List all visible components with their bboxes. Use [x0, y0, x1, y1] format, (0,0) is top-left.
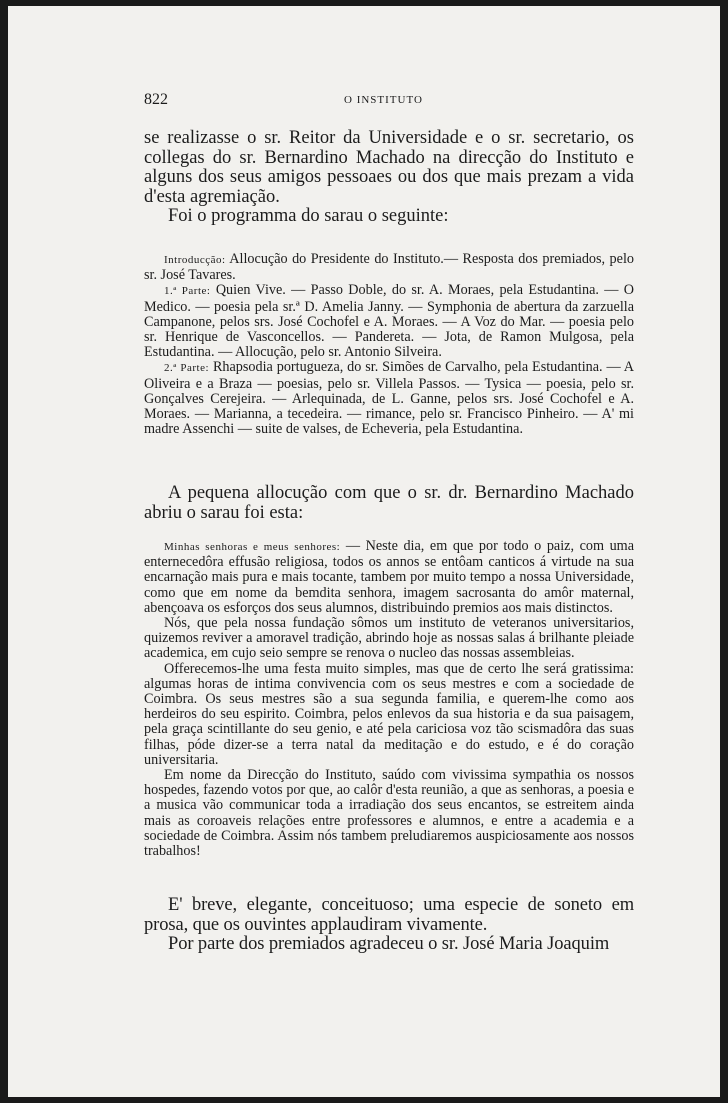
programme-list: [144, 252, 634, 437]
speech-intro-block: [144, 484, 634, 523]
programme-heading: Foi o programma do sarau o seguinte:: [168, 206, 449, 227]
closing-block: [144, 896, 634, 955]
programme-intro: [144, 252, 634, 283]
intro-paragraph: se realizasse o sr. Reitor da Universidade e o sr. secretario, os collegas do sr. Bernardino Machado na direcção do Instituto e alguns dos seus amigos pessoaes ou dos que mais prezam a vida d'esta agremiação.: [144, 128, 634, 207]
programme-part-2: [144, 360, 634, 437]
closing-paragraph-1: E' breve, elegante, conceituoso; uma especie de soneto em prosa, que os ouvintes applaudiram vivamente.: [144, 895, 634, 935]
part-2-text: Rhapsodia portugueza, do sr. Simões de Carvalho, pela Estudantina. — A Oliveira e a Braza — poesias, pelo sr. Villela Passos. — Tysica — poesia, pelo sr. Gonçalves Cerejeira. — Arlequinada, de L. Ganne, pelos srs. José Cochofel e A. Moraes. — Marianna, a tecedeira. — rimance, pelo sr. Francisco Pinheiro. — A' mi madre Assenchi — suite de valses, de Echeveria, pela Estudantina.: [144, 359, 634, 438]
programme-part-1: [144, 283, 634, 360]
speech-paragraph-1: [144, 539, 634, 616]
page: [8, 6, 720, 1097]
running-title: O INSTITUTO: [344, 94, 423, 106]
speech-salutation: Minhas senhoras e meus senhores:: [164, 541, 341, 553]
part-2-label: 2.ª Parte:: [164, 362, 210, 375]
part-1-text: Quien Vive. — Passo Doble, do sr. A. Moraes, pela Estudantina. — O Medico. — poesia pela sr.ª D. Amelia Janny. — Symphonia de abertura da zarzuella Campanone, pelos srs. José Cochofel e A. Moraes. — A Voz do Mar. — poesia pelo sr. Henrique de Vasconcellos. — Pandereta. — Jota, de Ramon Mulgosa, pela Estudantina. — Allocução, pelo sr. Antonio Silveira.: [144, 282, 635, 361]
speech-paragraph-4: Em nome da Direcção do Instituto, saúdo com vivissima sympathia os nossos hospedes, fazendo votos por que, ao calôr d'esta reunião, a que as senhoras, a poesia e a musica vão communicar toda a irradiação dos seus encantos, se estreitem ainda mais as coroaveis relações entre professores e alumnos, e entre a academia e a sociedade de Coimbra. Assim nós tambem preludiaremos auspiciosamente aos nossos trabalhos!: [144, 767, 634, 860]
intro-block: [144, 129, 634, 227]
page-number: 822: [144, 91, 168, 108]
speech-paragraph-2: Nós, que pela nossa fundação sômos um instituto de veteranos universitarios, quizemos reviver a amoravel tradição, abrindo hoje as nossas salas á brilhante pleiade academica, em cujo seio sempre se renova o nucleo das nossas assembleias.: [144, 615, 634, 662]
running-header: [144, 91, 576, 115]
part-1-label: 1.ª Parte:: [164, 285, 211, 298]
programme-intro-text: Allocução do Presidente do Instituto.— Resposta dos premiados, pelo sr. José Tavares.: [144, 251, 634, 284]
closing-paragraph-2: Por parte dos premiados agradeceu o sr. José Maria Joaquim: [168, 934, 610, 955]
speech-p1-text: — Neste dia, em que por todo o paiz, com uma enternecedôra effusão religiosa, todos os annos se entôam canticos á virtude na sua encarnação mais pura e mais tocante, tambem por muito tempo a nossa Universidade, como que em nome da bemdita senhora, imagem sacrosanta do amôr maternal, abençoava os esforços dos seus alumnos, distribuindo premios aos mais distinctos.: [144, 538, 635, 616]
speech-intro: A pequena allocução com que o sr. dr. Bernardino Machado abriu o sarau foi esta:: [144, 483, 634, 523]
speech-paragraph-3: Offerecemos-lhe uma festa muito simples, mas que de certo lhe será gratissima: algumas horas de intima convivencia com os seus mestres e com a sociedade de Coimbra. Os seus mestres são a sua segunda familia, e querem-lhe como aos herdeiros do seu espirito. Coimbra, pelos enlevos da sua historia e da sua paisagem, pela graça scintillante do seu genio, e até pela cariciosa voz tão scismadôra das suas filhas, póde dizer-se a terra natal da meditação e do estudo, e é do coração universitaria.: [144, 660, 634, 768]
programme-intro-label: Introducção:: [164, 254, 226, 266]
speech-block: [144, 539, 634, 859]
